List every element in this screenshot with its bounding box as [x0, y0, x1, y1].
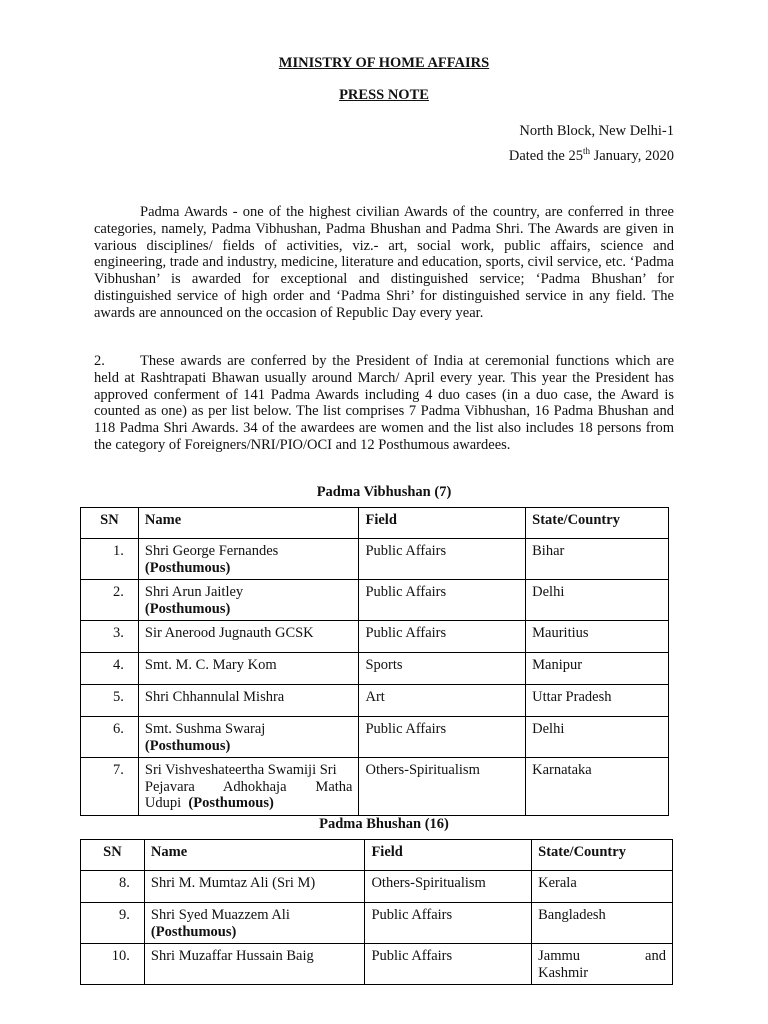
row-state: Bangladesh [532, 903, 673, 944]
vibhushan-table [80, 507, 669, 816]
row-name: Smt. M. C. Mary Kom [138, 653, 359, 685]
row-field: Sports [359, 653, 526, 685]
col-name: Name [144, 840, 365, 871]
row-sn: 3. [81, 621, 139, 653]
row-sn: 10. [81, 944, 145, 985]
row-name: Shri M. Mumtaz Ali (Sri M) [144, 871, 365, 903]
row-field: Public Affairs [365, 903, 532, 944]
row-field: Public Affairs [365, 944, 532, 985]
col-sn: SN [81, 840, 145, 871]
paragraph-1 [94, 204, 674, 322]
posthumous-tag: (Posthumous) [144, 559, 231, 576]
table-header-row [81, 508, 669, 539]
address-line: North Block, New Delhi-1 [519, 123, 674, 139]
paragraph-2-number: 2. [94, 353, 105, 369]
row-name [138, 717, 359, 758]
table-row [81, 685, 669, 717]
table-header-row [81, 840, 673, 871]
vibhushan-heading: Padma Vibhushan (7) [316, 484, 452, 500]
row-name: Shri Muzaffar Hussain Baig [144, 944, 365, 985]
awardee-name: Shri Syed Muazzem Ali [150, 907, 290, 923]
table-row [81, 944, 673, 985]
row-sn: 6. [81, 717, 139, 758]
state-line: Jammu and [538, 948, 666, 964]
row-state: Delhi [526, 717, 669, 758]
posthumous-tag: (Posthumous) [144, 600, 231, 617]
row-name [138, 539, 359, 580]
row-state: Karnataka [526, 758, 669, 816]
awardee-name: Shri George Fernandes [144, 543, 279, 559]
row-field: Public Affairs [359, 717, 526, 758]
row-state: Delhi [526, 580, 669, 621]
row-sn: 2. [81, 580, 139, 621]
row-sn: 8. [81, 871, 145, 903]
table-row [81, 717, 669, 758]
row-field: Others-Spiritualism [365, 871, 532, 903]
awardee-name: Shri Arun Jaitley [144, 584, 244, 600]
paragraph-2 [94, 353, 674, 454]
row-field: Public Affairs [359, 580, 526, 621]
awardee-name: Smt. Sushma Swaraj [144, 721, 266, 737]
table-row [81, 580, 669, 621]
date-superscript: th [582, 146, 590, 156]
row-state: Kerala [532, 871, 673, 903]
table-row [81, 758, 669, 816]
row-state [532, 944, 673, 985]
col-name: Name [138, 508, 359, 539]
paragraph-2-text: These awards are conferred by the President of India at ceremonial functions which are held at Rashtrapati Bhawan usually around March/ April every year. This year the President has approved conferment of 141 Padma Awards including 4 duo cases (in a duo case, the Award is counted as one) as per list below. The list comprises 7 Padma Vibhushan, 16 Padma Bhushan and 118 Padma Shri Awards. 34 of the awardees are women and the list also includes 18 persons from the category of Foreigners/NRI/PIO/OCI and 12 Posthumous awardees. [94, 353, 674, 453]
posthumous-tag: (Posthumous) [150, 923, 237, 940]
posthumous-tag: (Posthumous) [188, 795, 274, 811]
awardee-name-line: Udupi [144, 795, 182, 811]
col-field: Field [365, 840, 532, 871]
row-name [138, 758, 359, 816]
col-field: Field [359, 508, 526, 539]
row-field: Public Affairs [359, 539, 526, 580]
row-name: Sir Anerood Jugnauth GCSK [138, 621, 359, 653]
row-state: Bihar [526, 539, 669, 580]
row-field: Others-Spiritualism [359, 758, 526, 816]
row-sn: 4. [81, 653, 139, 685]
date-prefix: Dated the 25 [508, 147, 583, 164]
row-sn: 7. [81, 758, 139, 816]
col-state: State/Country [532, 840, 673, 871]
awardee-name-line: Sri Vishveshateertha Swamiji Sri [144, 762, 337, 778]
date-line [509, 141, 674, 166]
press-note-heading: PRESS NOTE [339, 87, 429, 103]
address-block [509, 121, 674, 166]
awardee-name-line: Pejavara Adhokhaja Matha [144, 778, 353, 795]
table-row [81, 871, 673, 903]
table-row [81, 903, 673, 944]
row-state: Manipur [526, 653, 669, 685]
bhushan-heading: Padma Bhushan (16) [319, 816, 449, 832]
row-state: Uttar Pradesh [526, 685, 669, 717]
bhushan-table [80, 839, 673, 985]
row-sn: 5. [81, 685, 139, 717]
col-state: State/Country [526, 508, 669, 539]
date-suffix: January, 2020 [589, 147, 674, 164]
row-sn: 1. [81, 539, 139, 580]
row-name [138, 580, 359, 621]
ministry-heading: MINISTRY OF HOME AFFAIRS [278, 55, 490, 71]
awardee-name-line-last [145, 795, 353, 812]
state-line: Kashmir [538, 964, 589, 981]
row-sn: 9. [81, 903, 145, 944]
table-row [81, 539, 669, 580]
table-row [81, 621, 669, 653]
row-name [144, 903, 365, 944]
row-name: Shri Chhannulal Mishra [138, 685, 359, 717]
posthumous-tag: (Posthumous) [144, 737, 231, 754]
table-row [81, 653, 669, 685]
row-field: Art [359, 685, 526, 717]
row-state: Mauritius [526, 621, 669, 653]
paragraph-1-text: Padma Awards - one of the highest civilian Awards of the country, are conferred in three categories, namely, Padma Vibhushan, Padma Bhushan and Padma Shri. The Awards are given in various disciplines/ fields of activities, viz.- art, social work, public affairs, science and engineering, trade and industry, medicine, literature and education, sports, civil service, etc. ‘Padma Vibhushan’ is awarded for exceptional and distinguished service; ‘Padma Bhushan’ for distinguished service of high order and ‘Padma Shri’ for distinguished service in any field. The awards are announced on the occasion of Republic Day every year. [94, 204, 674, 321]
row-field: Public Affairs [359, 621, 526, 653]
col-sn: SN [81, 508, 139, 539]
